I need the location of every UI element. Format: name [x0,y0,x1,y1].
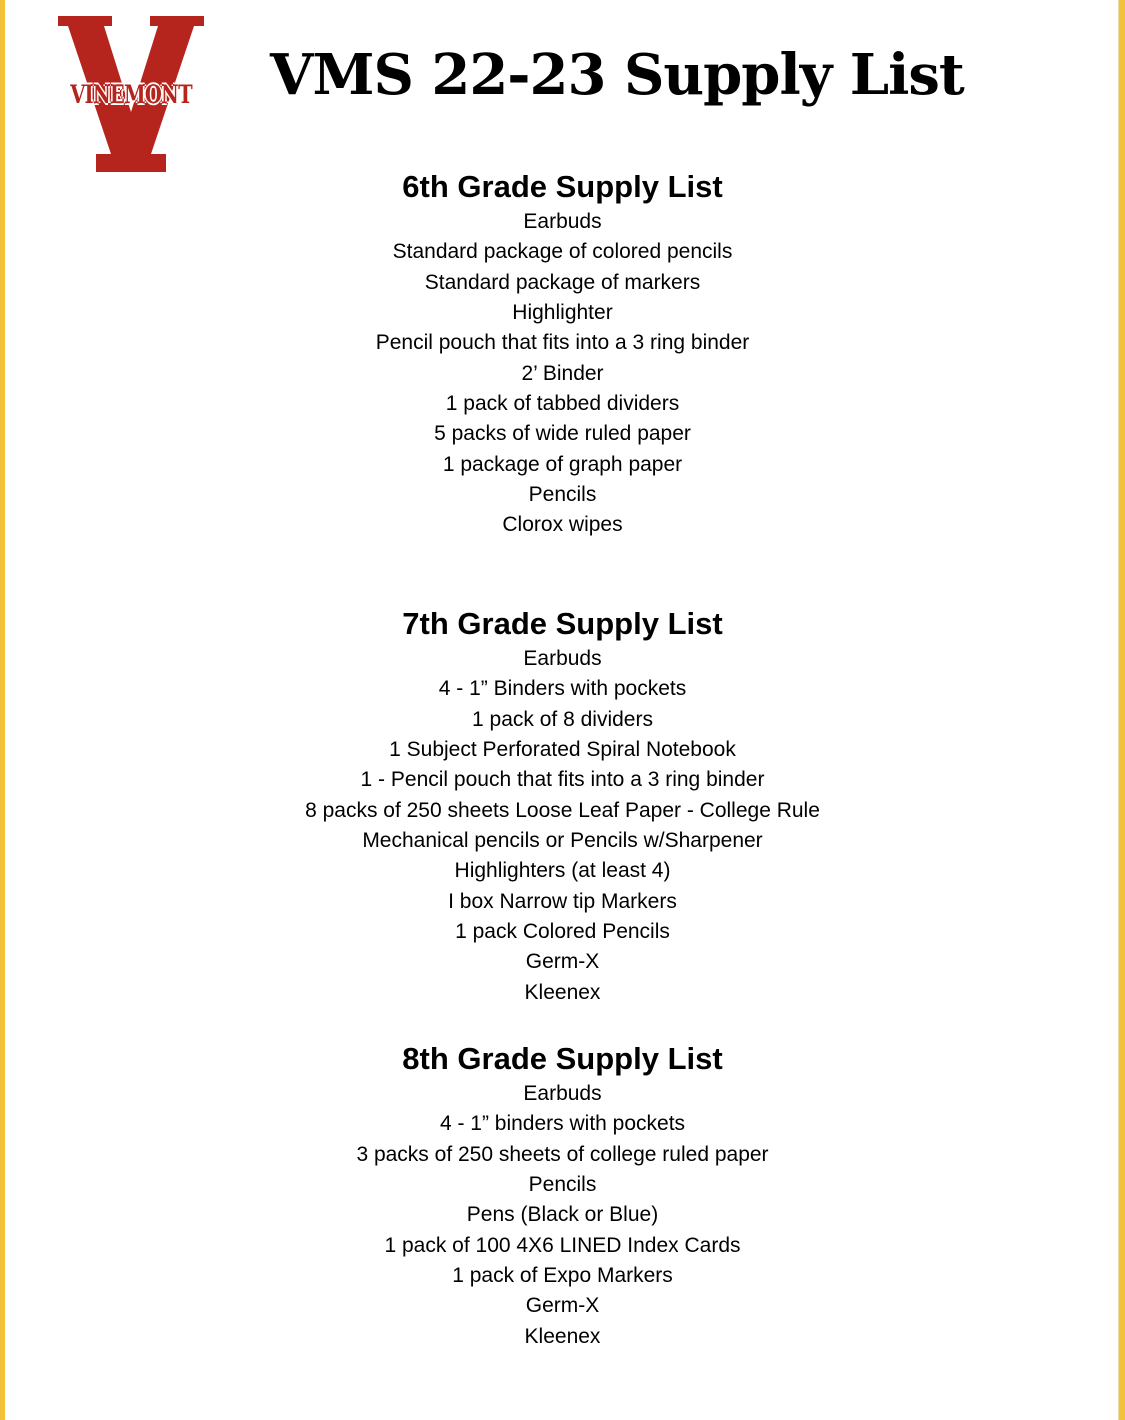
grade-7-heading: 7th Grade Supply List [402,606,723,641]
list-item: Pencil pouch that fits into a 3 ring binder [375,331,750,355]
list-item: Pencils [528,1173,597,1197]
list-item: 1 pack Colored Pencils [455,920,670,944]
grade-7-supply-list [230,644,895,1008]
list-item: 1 pack of 100 4X6 LINED Index Cards [384,1233,741,1257]
list-item: 8 packs of 250 sheets Loose Leaf Paper - College Rule [305,798,820,822]
list-item: 1 pack of Expo Markers [452,1264,673,1288]
list-item: Kleenex [524,1324,601,1348]
list-item: 5 packs of wide ruled paper [434,422,691,446]
grade-6-section [230,167,895,541]
list-item: Earbuds [523,1082,602,1105]
list-item: Mechanical pencils or Pencils w/Sharpener [362,829,763,853]
list-item: Earbuds [523,210,602,233]
list-item: Highlighter [512,301,613,325]
list-item: Pens (Black or Blue) [466,1203,659,1227]
grade-8-supply-list [230,1079,895,1352]
vinemont-logo [54,14,208,174]
left-border-stripe [0,0,5,1420]
list-item: 1 pack of 8 dividers [472,707,653,731]
list-item: 4 - 1” binders with pockets [439,1112,686,1136]
list-item: 3 packs of 250 sheets of college ruled paper [356,1142,769,1166]
list-item: Germ-X [525,1294,600,1318]
grade-7-section [230,604,895,1008]
grade-6-heading: 6th Grade Supply List [402,169,723,204]
list-item: 1 Subject Perforated Spiral Notebook [389,738,736,762]
list-item: 1 - Pencil pouch that fits into a 3 ring binder [360,768,765,792]
list-item: 1 pack of tabbed dividers [445,392,680,416]
list-item: 2’ Binder [521,361,604,385]
list-item: Highlighters (at least 4) [454,859,671,883]
list-item: Kleenex [524,980,601,1004]
list-item: Pencils [528,483,597,507]
list-item: I box Narrow tip Markers [448,889,677,913]
list-item: Germ-X [525,950,600,974]
list-item: Clorox wipes [502,513,623,537]
right-border-line [1118,0,1119,1420]
list-item: 4 - 1” Binders with pockets [438,677,687,701]
list-item: Standard package of colored pencils [392,240,733,264]
list-item: Standard package of markers [424,270,701,294]
grade-8-section [230,1039,895,1352]
grade-6-supply-list [230,207,895,541]
logo-wordmark: VINEMONT [70,79,192,109]
grade-8-heading: 8th Grade Supply List [402,1041,723,1076]
right-border-stripe [1119,0,1125,1420]
list-item: Earbuds [523,647,602,670]
page-title: VMS 22-23 Supply List [270,42,964,108]
list-item: 1 package of graph paper [442,452,683,476]
